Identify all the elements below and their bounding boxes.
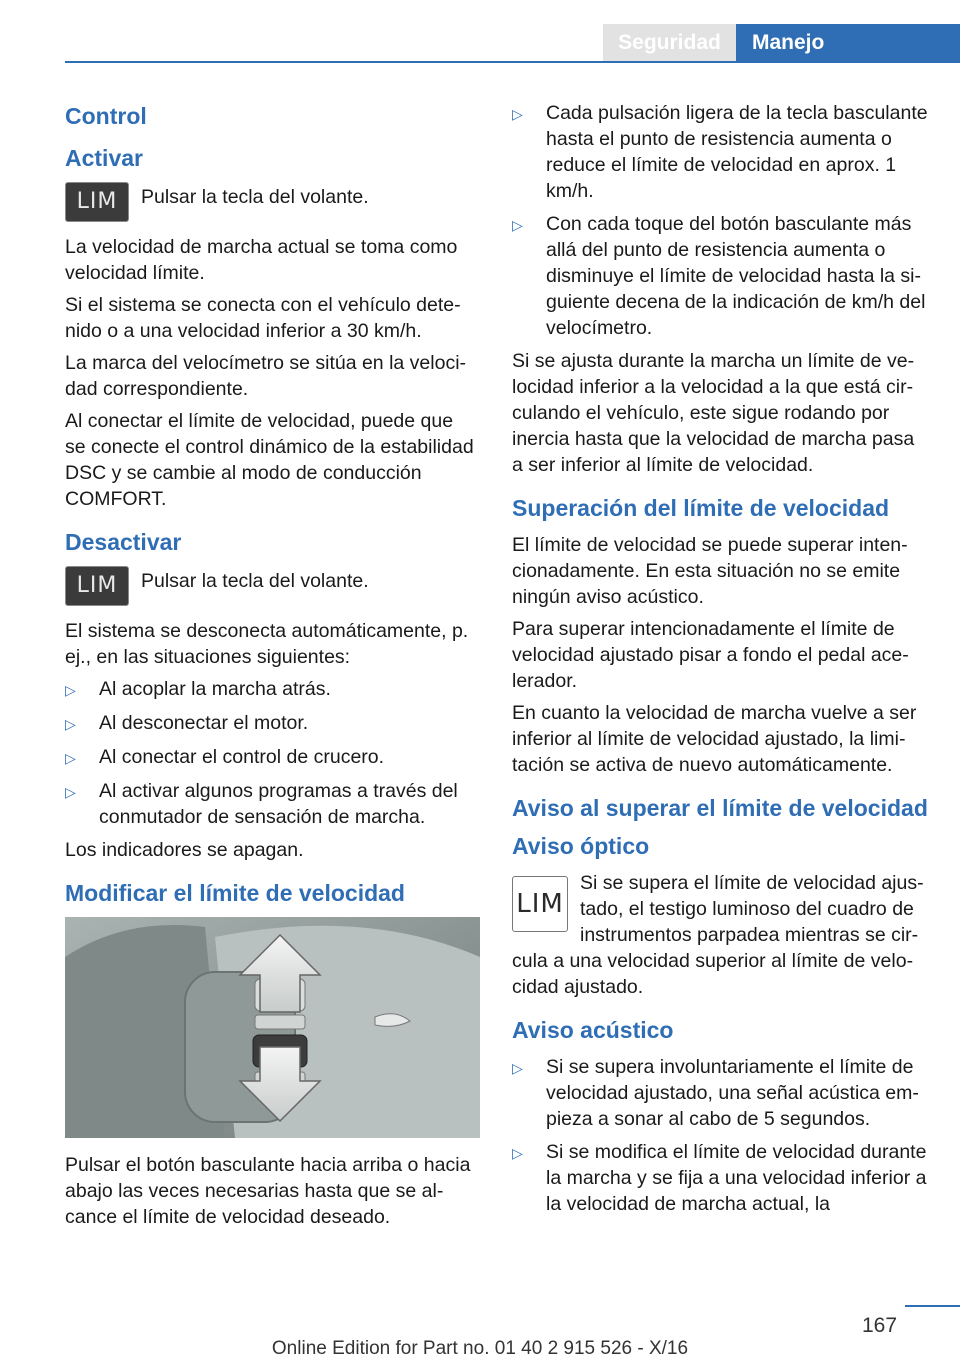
list-item: ▷ Al desconectar el motor. <box>65 710 477 737</box>
lim-button-icon: LIM <box>65 182 129 222</box>
list-item: ▷ Al conectar el control de crucero. <box>65 744 477 771</box>
paragraph: El límite de velocidad se puede superar intencionadamente. En esta situación no se emite ningún aviso acústico. <box>512 534 908 608</box>
paragraph: Si se ajusta durante la marcha un límite de velocidad inferior a la velocidad a la que está circulando el vehículo, este sigue rodando por inercia hasta que la velocidad de marcha pasa a ser inferior al límite de velocidad. <box>512 350 915 476</box>
desactivar-instruction <box>65 566 477 606</box>
tab-seguridad[interactable]: Seguridad <box>603 24 736 61</box>
edition-footer: Online Edition for Part no. 01 40 2 915 526 - X/16 <box>271 1338 689 1359</box>
activar-text: Pulsar la tecla del volante. <box>141 186 369 208</box>
desactivar-list <box>65 676 477 830</box>
paragraph: Para superar intencionadamente el límite de velocidad ajustado pisar a fondo el pedal acelerador. <box>512 618 909 692</box>
heading-superacion: Superación del límite de velocidad <box>512 495 890 521</box>
optico-instruction <box>512 870 928 1000</box>
heading-optico: Aviso óptico <box>512 833 650 859</box>
triangle-bullet-icon: ▷ <box>65 716 76 732</box>
header-divider <box>65 61 960 63</box>
triangle-bullet-icon: ▷ <box>512 1060 523 1076</box>
left-column <box>65 100 477 1236</box>
triangle-bullet-icon: ▷ <box>65 784 76 800</box>
list-item: ▷ Cada pulsación ligera de la tecla basculante hasta el punto de resistencia aumenta o reduce el límite de velocidad en aprox. 1 km/h. <box>512 102 928 202</box>
steering-wheel-illustration <box>65 917 480 1138</box>
triangle-bullet-icon: ▷ <box>512 1145 523 1161</box>
lim-indicator-icon: LIM <box>512 876 568 932</box>
modificar-list <box>512 100 928 341</box>
heading-activar: Activar <box>65 145 143 171</box>
list-item: ▷ Al acoplar la marcha atrás. <box>65 676 477 703</box>
desactivar-text: Pulsar la tecla del volante. <box>141 570 369 592</box>
paragraph: La marca del velocímetro se sitúa en la velocidad correspondiente. <box>65 352 467 400</box>
paragraph: Si el sistema se conecta con el vehículo detenido o a una velocidad inferior a 30 km/h. <box>65 294 461 342</box>
triangle-bullet-icon: ▷ <box>65 682 76 698</box>
right-column <box>512 100 928 1224</box>
heading-modificar: Modificar el límite de velocidad <box>65 880 405 906</box>
paragraph: Pulsar el botón basculante hacia arriba o hacia abajo las veces necesarias hasta que se alcance el límite de velocidad deseado. <box>65 1154 471 1228</box>
list-item: ▷ Si se supera involuntariamente el límite de velocidad ajustado, una señal acústica empieza a sonar al cabo de 5 segundos. <box>512 1056 919 1130</box>
triangle-bullet-icon: ▷ <box>512 106 523 122</box>
paragraph: Los indicadores se apagan. <box>65 839 304 861</box>
page-number: 167 <box>862 1314 898 1337</box>
paragraph: La velocidad de marcha actual se toma como velocidad límite. <box>65 236 458 284</box>
activar-instruction <box>65 182 477 222</box>
optico-text: Si se supera el límite de velocidad ajustado, el testigo luminoso del cuadro de instrumentos parpadea mientras se circula a una velocidad superior al límite de velocidad ajustado. <box>512 872 924 998</box>
list-item: ▷ Con cada toque del botón basculante más allá del punto de resistencia aumenta o disminuye el límite de velocidad hasta la siguiente decena de la indicación de km/h del velocímetro. <box>512 213 926 339</box>
lim-button-icon: LIM <box>65 566 129 606</box>
heading-aviso: Aviso al superar el límite de velocidad <box>512 795 928 821</box>
list-item: ▷ Si se modifica el límite de velocidad durante la marcha y se fija a una velocidad inferior a la velocidad de marcha actual, la <box>512 1141 927 1215</box>
triangle-bullet-icon: ▷ <box>65 750 76 766</box>
footer-divider <box>905 1305 960 1307</box>
paragraph: En cuanto la velocidad de marcha vuelve a ser inferior al límite de velocidad ajustado, la limitación se activa de nuevo automáticamente. <box>512 702 917 776</box>
acustico-list <box>512 1054 928 1217</box>
tab-manejo[interactable]: Manejo <box>736 24 960 61</box>
paragraph: El sistema se desconecta automáticamente, p. ej., en las situaciones siguientes: <box>65 620 469 668</box>
heading-desactivar: Desactivar <box>65 529 182 555</box>
list-item: ▷ Al activar algunos programas a través del conmutador de sensación de marcha. <box>65 780 458 828</box>
steering-wheel-rocker-image <box>65 917 480 1138</box>
triangle-bullet-icon: ▷ <box>512 217 523 233</box>
heading-acustico: Aviso acústico <box>512 1017 674 1043</box>
heading-control: Control <box>65 103 147 129</box>
paragraph: Al conectar el límite de velocidad, puede que se conecte el control dinámico de la estabilidad DSC y se cambie al modo de conducción COMFORT. <box>65 410 474 510</box>
